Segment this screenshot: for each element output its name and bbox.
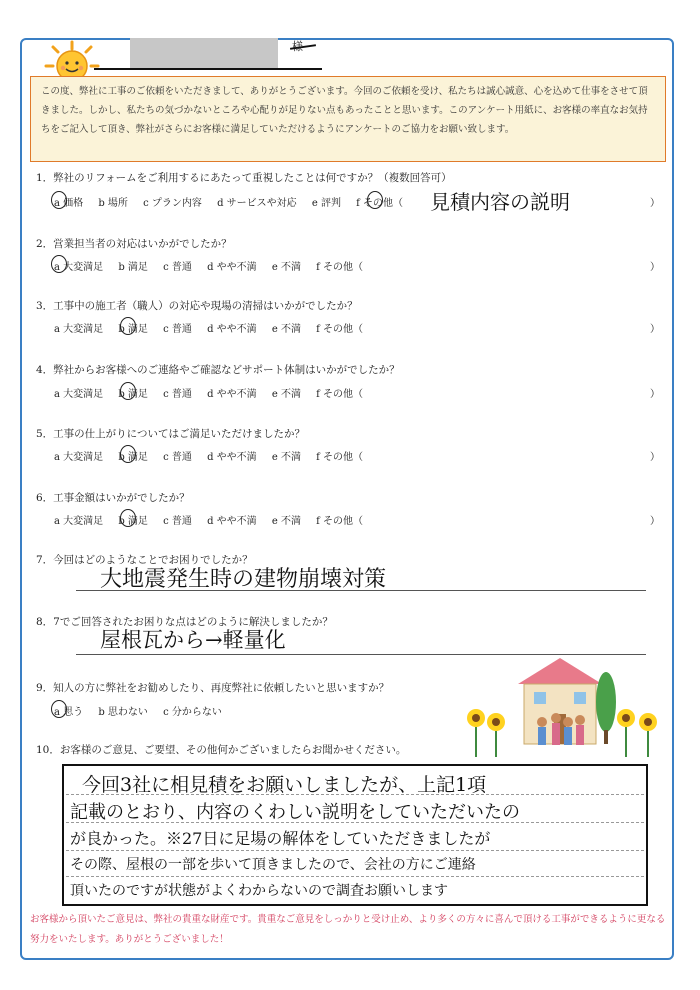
question-1-options (54, 194, 415, 209)
option-e[interactable]: e 不満 (271, 516, 301, 527)
handwritten-answer-7: 大地震発生時の建物崩壊対策 (100, 567, 387, 592)
option-f[interactable]: f その他（ (316, 516, 364, 527)
option-d[interactable]: d やや不満 (207, 262, 257, 273)
house-family-illustration (456, 652, 666, 760)
footer-thanks: お客様から頂いたご意見は、弊社の貴重な財産です。貴重なご意見をしっかりと受け止め、より多くの方々に喜んで頂ける工事ができるように更なる努力をいたします。ありがとうございました！ (30, 914, 666, 945)
answer-circle (51, 700, 67, 718)
option-d[interactable]: d やや不満 (207, 516, 257, 527)
comment-line: 今回3社に相見積をお願いしましたが、上記1項 (82, 774, 487, 796)
answer-circle (367, 191, 383, 209)
question-5: 5．工事の仕上がりについてはご満足いただけましたか？ (36, 428, 305, 440)
comment-line: 頂いたのですが状態がよくわからないので調査お願いします (70, 883, 448, 899)
question-3: 3．工事中の施工者（職人）の対応や現場の清掃はいかがでしたか？ (36, 300, 358, 312)
option-b[interactable]: b 満足 (118, 324, 148, 335)
redacted-name (130, 38, 278, 68)
question-6-options (54, 512, 375, 527)
question-5-options (54, 448, 375, 463)
paren-close: ） (650, 389, 660, 400)
handwritten-answer-1: 見積内容の説明 (430, 190, 570, 214)
option-c[interactable]: c 分からない (163, 707, 222, 718)
answer-circle (120, 317, 136, 335)
option-b[interactable]: b 場所 (98, 198, 128, 209)
option-d[interactable]: d サービスや対応 (217, 198, 297, 209)
option-c[interactable]: c 普通 (163, 516, 192, 527)
option-d[interactable]: d やや不満 (207, 452, 257, 463)
option-a[interactable]: a 価格 (54, 198, 84, 209)
option-a[interactable]: a 大変満足 (54, 324, 104, 335)
option-a[interactable]: a 大変満足 (54, 452, 104, 463)
question-9: 9．知人の方に弊社をお勧めしたり、再度弊社に依頼したいと思いますか？ (36, 682, 390, 694)
question-1: 1．弊社のリフォームをご利用するにあたって重視したことは何ですか？（複数回答可） (36, 172, 452, 184)
comment-guide (66, 850, 644, 851)
paren-close: ） (650, 516, 660, 527)
question-9-options (54, 703, 234, 718)
option-c[interactable]: c 普通 (163, 452, 192, 463)
option-f[interactable]: f その他（ (316, 389, 364, 400)
question-10: 10．お客様のご意見、ご要望、その他何かございましたらお聞かせください。 (36, 744, 407, 756)
paren-close: ） (650, 198, 660, 209)
answer-circle (120, 509, 136, 527)
option-f[interactable]: f その他（ (356, 198, 404, 209)
name-underline (94, 68, 322, 70)
comment-line: その際、屋根の一部を歩いて頂きましたので、会社の方にご連絡 (70, 857, 476, 873)
answer-circle (51, 255, 67, 273)
answer-line (76, 590, 646, 591)
paren-close: ） (650, 324, 660, 335)
option-e[interactable]: e 不満 (271, 262, 301, 273)
answer-circle (120, 445, 136, 463)
question-4: 4．弊社からお客様へのご連絡やご確認などサポート体制はいかがでしたか？ (36, 364, 400, 376)
comment-line: が良かった。※27日に足場の解体をしていただきましたが (70, 829, 491, 848)
answer-circle (120, 382, 136, 400)
option-e[interactable]: e 評判 (311, 198, 341, 209)
option-a[interactable]: a 大変満足 (54, 389, 104, 400)
question-7: 7．今回はどのようなことでお困りでしたか？ (36, 554, 253, 566)
intro-text: この度、弊社に工事のご依頼をいただきまして、ありがとうございます。今回のご依頼を受け、私たちは誠心誠意、心を込めて仕事をさせて頂きました。しかし、私たちの気づかないところや心配りが足りない点もあったことと思います。このアンケート用紙に、お客様の率直なお気持ちをご記入して頂き、弊社がさらにお客様に満足していただけるようにアンケートのご協力をお願い致します。 (30, 76, 666, 162)
option-d[interactable]: d やや不満 (207, 324, 257, 335)
handwritten-answer-8: 屋根瓦から→軽量化 (100, 628, 286, 652)
paren-close: ） (650, 262, 660, 273)
answer-circle (51, 191, 67, 209)
question-8: 8．7でご回答されたお困りな点はどのように解決しましたか？ (36, 616, 333, 628)
option-e[interactable]: e 不満 (271, 389, 301, 400)
option-a[interactable]: a 思う (54, 707, 84, 718)
option-c[interactable]: c プラン内容 (143, 198, 202, 209)
option-c[interactable]: c 普通 (163, 389, 192, 400)
option-c[interactable]: c 普通 (163, 324, 192, 335)
question-2-options (54, 258, 375, 273)
comment-guide (66, 876, 644, 877)
option-e[interactable]: e 不満 (271, 452, 301, 463)
option-f[interactable]: f その他（ (316, 324, 364, 335)
option-b[interactable]: b 満足 (118, 389, 148, 400)
option-b[interactable]: b 満足 (118, 516, 148, 527)
option-f[interactable]: f その他（ (316, 262, 364, 273)
comment-line: 記載のとおり、内容のくわしい説明をしていただいたの (70, 802, 520, 823)
question-3-options (54, 320, 375, 335)
option-f[interactable]: f その他（ (316, 452, 364, 463)
option-d[interactable]: d やや不満 (207, 389, 257, 400)
option-a[interactable]: a 大変満足 (54, 262, 104, 273)
name-suffix: 様 (292, 40, 303, 53)
question-6: 6．工事金額はいかがでしたか？ (36, 492, 190, 504)
option-c[interactable]: c 普通 (163, 262, 192, 273)
option-e[interactable]: e 不満 (271, 324, 301, 335)
question-4-options (54, 385, 375, 400)
option-b[interactable]: b 満足 (118, 262, 148, 273)
option-b[interactable]: b 思わない (98, 707, 148, 718)
question-2: 2．営業担当者の対応はいかがでしたか？ (36, 238, 232, 250)
option-a[interactable]: a 大変満足 (54, 516, 104, 527)
paren-close: ） (650, 452, 660, 463)
option-b[interactable]: b 満足 (118, 452, 148, 463)
